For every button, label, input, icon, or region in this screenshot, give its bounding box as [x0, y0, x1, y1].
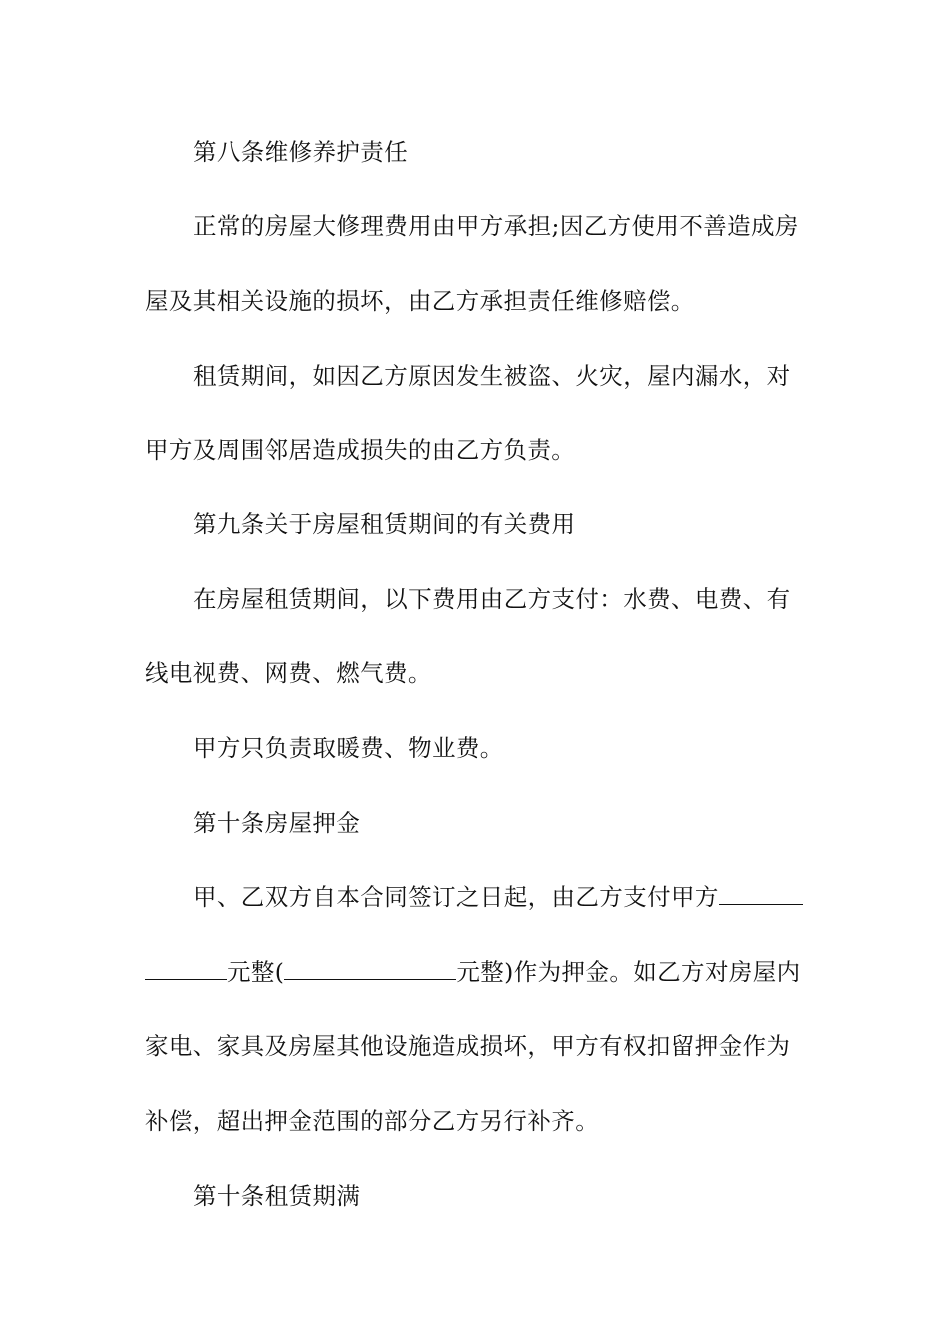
- paragraph-line: [193, 211, 799, 241]
- paragraph-text: 元整)作为押金。如乙方对房屋内: [456, 958, 801, 986]
- article-10-term-heading-text: 第十条租赁期满: [193, 1182, 361, 1210]
- paragraph-text: 屋及其相关设施的损坏，由乙方承担责任维修赔偿。: [145, 287, 695, 315]
- article-10-heading-text: 第十条房屋押金: [193, 809, 361, 837]
- paragraph-text: 正常的房屋大修理费用由甲方承担;因乙方使用不善造成房: [193, 212, 799, 240]
- paragraph-line: [193, 584, 791, 614]
- article-8-heading-text: 第八条维修养护责任: [193, 138, 409, 166]
- paragraph-text: 租赁期间，如因乙方原因发生被盗、火灾，屋内漏水，对: [193, 362, 791, 390]
- paragraph-line: [145, 435, 575, 465]
- paragraph-line: [145, 658, 432, 688]
- amount-blank-field: [719, 882, 803, 905]
- paragraph-line: [145, 286, 695, 316]
- amount-blank-field: [145, 957, 227, 980]
- paragraph-text: 甲、乙双方自本合同签订之日起，由乙方支付甲方: [193, 883, 719, 911]
- article-9-heading-text: 第九条关于房屋租赁期间的有关费用: [193, 510, 576, 538]
- article-10-term-heading: [193, 1181, 360, 1211]
- article-9-heading: [193, 509, 575, 539]
- paragraph-text: 线电视费、网费、燃气费。: [145, 659, 432, 687]
- paragraph-line: [145, 1031, 790, 1061]
- paragraph-line: [193, 882, 803, 912]
- article-8-heading: [193, 137, 408, 167]
- paragraph-text: 元整(: [227, 958, 285, 986]
- paragraph-text: 补偿，超出押金范围的部分乙方另行补齐。: [145, 1107, 600, 1135]
- article-10-heading: [193, 808, 360, 838]
- paragraph-line: [145, 957, 801, 987]
- paragraph-text: 在房屋租赁期间，以下费用由乙方支付：水费、电费、有: [193, 585, 791, 613]
- paragraph-line: [193, 733, 504, 763]
- paragraph-text: 甲方只负责取暖费、物业费。: [193, 734, 504, 762]
- paragraph-text: 甲方及周围邻居造成损失的由乙方负责。: [145, 436, 576, 464]
- paragraph-line: [145, 1106, 599, 1136]
- paragraph-text: 家电、家具及房屋其他设施造成损坏，甲方有权扣留押金作为: [145, 1032, 791, 1060]
- paragraph-line: [193, 361, 791, 391]
- amount-in-words-blank-field: [284, 957, 456, 980]
